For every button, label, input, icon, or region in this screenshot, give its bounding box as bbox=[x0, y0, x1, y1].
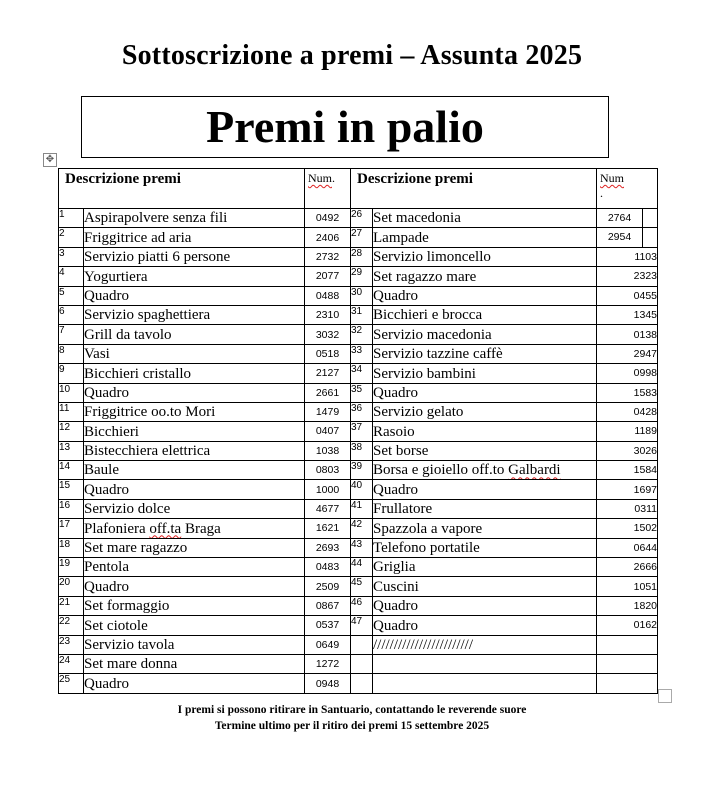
table-row bbox=[59, 247, 658, 266]
prize-index: 39 bbox=[351, 461, 373, 480]
prize-description: Bicchieri bbox=[84, 422, 305, 441]
prize-description: Set ciotole bbox=[84, 616, 305, 635]
prize-number: 0644 bbox=[597, 538, 658, 557]
prize-index: 22 bbox=[59, 616, 84, 635]
prize-description: Friggitrice oo.to Mori bbox=[84, 402, 305, 421]
header-num-right: Num . bbox=[597, 169, 658, 209]
prize-index: 19 bbox=[59, 558, 84, 577]
prize-index: 46 bbox=[351, 596, 373, 615]
prize-number: 2509 bbox=[305, 577, 351, 596]
table-row bbox=[59, 228, 658, 247]
prize-number: 1621 bbox=[305, 519, 351, 538]
prize-description: Quadro bbox=[84, 577, 305, 596]
prize-description: Vasi bbox=[84, 344, 305, 363]
prize-index: 7 bbox=[59, 325, 84, 344]
prize-description: Set ragazzo mare bbox=[373, 267, 597, 286]
prize-index: 29 bbox=[351, 267, 373, 286]
prize-description bbox=[373, 674, 597, 693]
prize-index: 26 bbox=[351, 209, 373, 228]
table-row bbox=[59, 674, 658, 693]
prize-number: 1479 bbox=[305, 402, 351, 421]
prize-description: Quadro bbox=[84, 674, 305, 693]
prize-number: 0407 bbox=[305, 422, 351, 441]
prize-index: 37 bbox=[351, 422, 373, 441]
prize-number: 0867 bbox=[305, 596, 351, 615]
prize-number: 0488 bbox=[305, 286, 351, 305]
prize-number: 0311 bbox=[597, 499, 658, 518]
prize-number: 2127 bbox=[305, 364, 351, 383]
table-row bbox=[59, 635, 658, 654]
prize-index: 20 bbox=[59, 577, 84, 596]
prize-index: 28 bbox=[351, 247, 373, 266]
prize-description: Spazzola a vapore bbox=[373, 519, 597, 538]
prize-description: Servizio limoncello bbox=[373, 247, 597, 266]
prize-description: Quadro bbox=[84, 480, 305, 499]
prize-description: Rasoio bbox=[373, 422, 597, 441]
prize-number: 0537 bbox=[305, 616, 351, 635]
table-row bbox=[59, 654, 658, 673]
prize-number: 1502 bbox=[597, 519, 658, 538]
header-desc-right: Descrizione premi bbox=[351, 169, 597, 209]
prize-description: Set mare ragazzo bbox=[84, 538, 305, 557]
prize-index bbox=[351, 654, 373, 673]
prize-number: 1584 bbox=[597, 461, 658, 480]
prize-number: 0518 bbox=[305, 344, 351, 363]
prize-description: Quadro bbox=[373, 616, 597, 635]
prize-description: Yogurtiera bbox=[84, 267, 305, 286]
prize-description: Set formaggio bbox=[84, 596, 305, 615]
prize-number: 1189 bbox=[597, 422, 658, 441]
prize-index: 13 bbox=[59, 441, 84, 460]
prize-description: //////////////////////// bbox=[373, 635, 597, 654]
prize-description: Borsa e gioiello off.to Galbardi bbox=[373, 461, 597, 480]
prize-number: 1345 bbox=[597, 305, 658, 324]
prize-description: Quadro bbox=[373, 383, 597, 402]
prize-description: Set mare donna bbox=[84, 654, 305, 673]
prize-number: 0998 bbox=[597, 364, 658, 383]
prize-description: Set macedonia bbox=[373, 209, 597, 228]
prize-index: 34 bbox=[351, 364, 373, 383]
prize-index: 23 bbox=[59, 635, 84, 654]
prize-description: Bicchieri cristallo bbox=[84, 364, 305, 383]
prize-number: 1051 bbox=[597, 577, 658, 596]
table-row bbox=[59, 558, 658, 577]
prize-index: 45 bbox=[351, 577, 373, 596]
prize-description bbox=[373, 654, 597, 673]
prize-description: Grill da tavolo bbox=[84, 325, 305, 344]
move-icon[interactable]: ✥ bbox=[43, 153, 57, 167]
prize-number: 0455 bbox=[597, 286, 658, 305]
prize-index: 36 bbox=[351, 402, 373, 421]
prize-index: 9 bbox=[59, 364, 84, 383]
prize-index: 44 bbox=[351, 558, 373, 577]
prize-number: 2693 bbox=[305, 538, 351, 557]
document-title: Sottoscrizione a premi – Assunta 2025 bbox=[121, 40, 583, 71]
prize-number: 1272 bbox=[305, 654, 351, 673]
prize-description: Plafoniera off.ta Braga bbox=[84, 519, 305, 538]
prize-number: 2310 bbox=[305, 305, 351, 324]
prize-number: 0483 bbox=[305, 558, 351, 577]
prize-index: 18 bbox=[59, 538, 84, 557]
prize-index: 6 bbox=[59, 305, 84, 324]
prize-description: Servizio spaghettiera bbox=[84, 305, 305, 324]
prize-description: Quadro bbox=[373, 480, 597, 499]
table-row bbox=[59, 286, 658, 305]
prize-index bbox=[351, 635, 373, 654]
prize-index: 4 bbox=[59, 267, 84, 286]
prize-number: 1000 bbox=[305, 480, 351, 499]
prize-description: Frullatore bbox=[373, 499, 597, 518]
prize-number bbox=[597, 635, 658, 654]
prize-index: 27 bbox=[351, 228, 373, 247]
prize-index: 11 bbox=[59, 402, 84, 421]
prize-number: 2666 bbox=[597, 558, 658, 577]
prize-number: 1697 bbox=[597, 480, 658, 499]
prize-index: 14 bbox=[59, 461, 84, 480]
table-row bbox=[59, 616, 658, 635]
table-row bbox=[59, 461, 658, 480]
table-row bbox=[59, 538, 658, 557]
table-row bbox=[59, 577, 658, 596]
table-header-row bbox=[59, 169, 658, 209]
prize-index: 31 bbox=[351, 305, 373, 324]
box-title: Premi in palio bbox=[81, 96, 609, 158]
prize-index: 47 bbox=[351, 616, 373, 635]
prize-index: 17 bbox=[59, 519, 84, 538]
table-row bbox=[59, 383, 658, 402]
prize-description: Telefono portatile bbox=[373, 538, 597, 557]
prize-description: Baule bbox=[84, 461, 305, 480]
prize-index: 32 bbox=[351, 325, 373, 344]
prize-number: 2732 bbox=[305, 247, 351, 266]
prize-number: 4677 bbox=[305, 499, 351, 518]
prize-index: 42 bbox=[351, 519, 373, 538]
prize-number: 1038 bbox=[305, 441, 351, 460]
prize-index: 41 bbox=[351, 499, 373, 518]
prize-index: 15 bbox=[59, 480, 84, 499]
prize-number: 0428 bbox=[597, 402, 658, 421]
prize-index: 21 bbox=[59, 596, 84, 615]
prize-number: 0948 bbox=[305, 674, 351, 693]
prize-description: Pentola bbox=[84, 558, 305, 577]
prize-description: Bicchieri e brocca bbox=[373, 305, 597, 324]
prize-index: 40 bbox=[351, 480, 373, 499]
prize-description: Servizio macedonia bbox=[373, 325, 597, 344]
prize-description: Griglia bbox=[373, 558, 597, 577]
table-row bbox=[59, 305, 658, 324]
prize-description: Aspirapolvere senza fili bbox=[84, 209, 305, 228]
prize-number: 0803 bbox=[305, 461, 351, 480]
footer-line-2: Termine ultimo per il ritiro dei premi 15 settembre 2025 bbox=[214, 720, 490, 732]
prize-index: 10 bbox=[59, 383, 84, 402]
footer-line-1: I premi si possono ritirare in Santuario, contattando le reverende suore bbox=[177, 704, 527, 716]
prize-number: 1103 bbox=[597, 247, 658, 266]
table-row bbox=[59, 364, 658, 383]
header-desc-left: Descrizione premi bbox=[59, 169, 305, 209]
prize-index: 43 bbox=[351, 538, 373, 557]
table-row bbox=[59, 441, 658, 460]
table-row bbox=[59, 519, 658, 538]
prize-index: 25 bbox=[59, 674, 84, 693]
header-num-left: Num. bbox=[305, 169, 351, 209]
prize-number: 2323 bbox=[597, 267, 658, 286]
table-row bbox=[59, 209, 658, 228]
table-row bbox=[59, 402, 658, 421]
prize-description: Servizio gelato bbox=[373, 402, 597, 421]
prize-index: 33 bbox=[351, 344, 373, 363]
prize-number: 2954 bbox=[597, 228, 658, 247]
prize-number bbox=[597, 674, 658, 693]
prize-index: 38 bbox=[351, 441, 373, 460]
prize-index: 12 bbox=[59, 422, 84, 441]
prize-index: 30 bbox=[351, 286, 373, 305]
prize-description: Cuscini bbox=[373, 577, 597, 596]
prize-index: 16 bbox=[59, 499, 84, 518]
table-row bbox=[59, 480, 658, 499]
prize-number: 0649 bbox=[305, 635, 351, 654]
prize-number: 1583 bbox=[597, 383, 658, 402]
prize-description: Servizio tazzine caffè bbox=[373, 344, 597, 363]
prize-number: 0138 bbox=[597, 325, 658, 344]
prize-description: Servizio piatti 6 persone bbox=[84, 247, 305, 266]
prize-description: Quadro bbox=[84, 383, 305, 402]
prize-description: Quadro bbox=[373, 286, 597, 305]
prize-index: 24 bbox=[59, 654, 84, 673]
prize-table bbox=[58, 168, 658, 694]
prize-description: Quadro bbox=[373, 596, 597, 615]
prize-number: 2077 bbox=[305, 267, 351, 286]
prize-number bbox=[597, 654, 658, 673]
prize-description: Servizio dolce bbox=[84, 499, 305, 518]
prize-number: 2764 bbox=[597, 209, 658, 228]
table-row bbox=[59, 325, 658, 344]
prize-number: 3026 bbox=[597, 441, 658, 460]
prize-description: Lampade bbox=[373, 228, 597, 247]
prize-description: Friggitrice ad aria bbox=[84, 228, 305, 247]
table-row bbox=[59, 499, 658, 518]
prize-number: 2661 bbox=[305, 383, 351, 402]
prize-index: 8 bbox=[59, 344, 84, 363]
prize-description: Servizio tavola bbox=[84, 635, 305, 654]
prize-description: Set borse bbox=[373, 441, 597, 460]
table-row bbox=[59, 596, 658, 615]
prize-description: Bistecchiera elettrica bbox=[84, 441, 305, 460]
prize-index: 2 bbox=[59, 228, 84, 247]
prize-number: 1820 bbox=[597, 596, 658, 615]
prize-number: 2947 bbox=[597, 344, 658, 363]
table-row bbox=[59, 422, 658, 441]
prize-index bbox=[351, 674, 373, 693]
prize-description: Quadro bbox=[84, 286, 305, 305]
prize-index: 5 bbox=[59, 286, 84, 305]
prize-index: 1 bbox=[59, 209, 84, 228]
prize-index: 3 bbox=[59, 247, 84, 266]
prize-number: 2406 bbox=[305, 228, 351, 247]
prize-number: 0492 bbox=[305, 209, 351, 228]
table-row bbox=[59, 344, 658, 363]
table-row bbox=[59, 267, 658, 286]
resize-handle-icon[interactable] bbox=[658, 689, 672, 703]
prize-number: 0162 bbox=[597, 616, 658, 635]
prize-number: 3032 bbox=[305, 325, 351, 344]
prize-description: Servizio bambini bbox=[373, 364, 597, 383]
prize-index: 35 bbox=[351, 383, 373, 402]
